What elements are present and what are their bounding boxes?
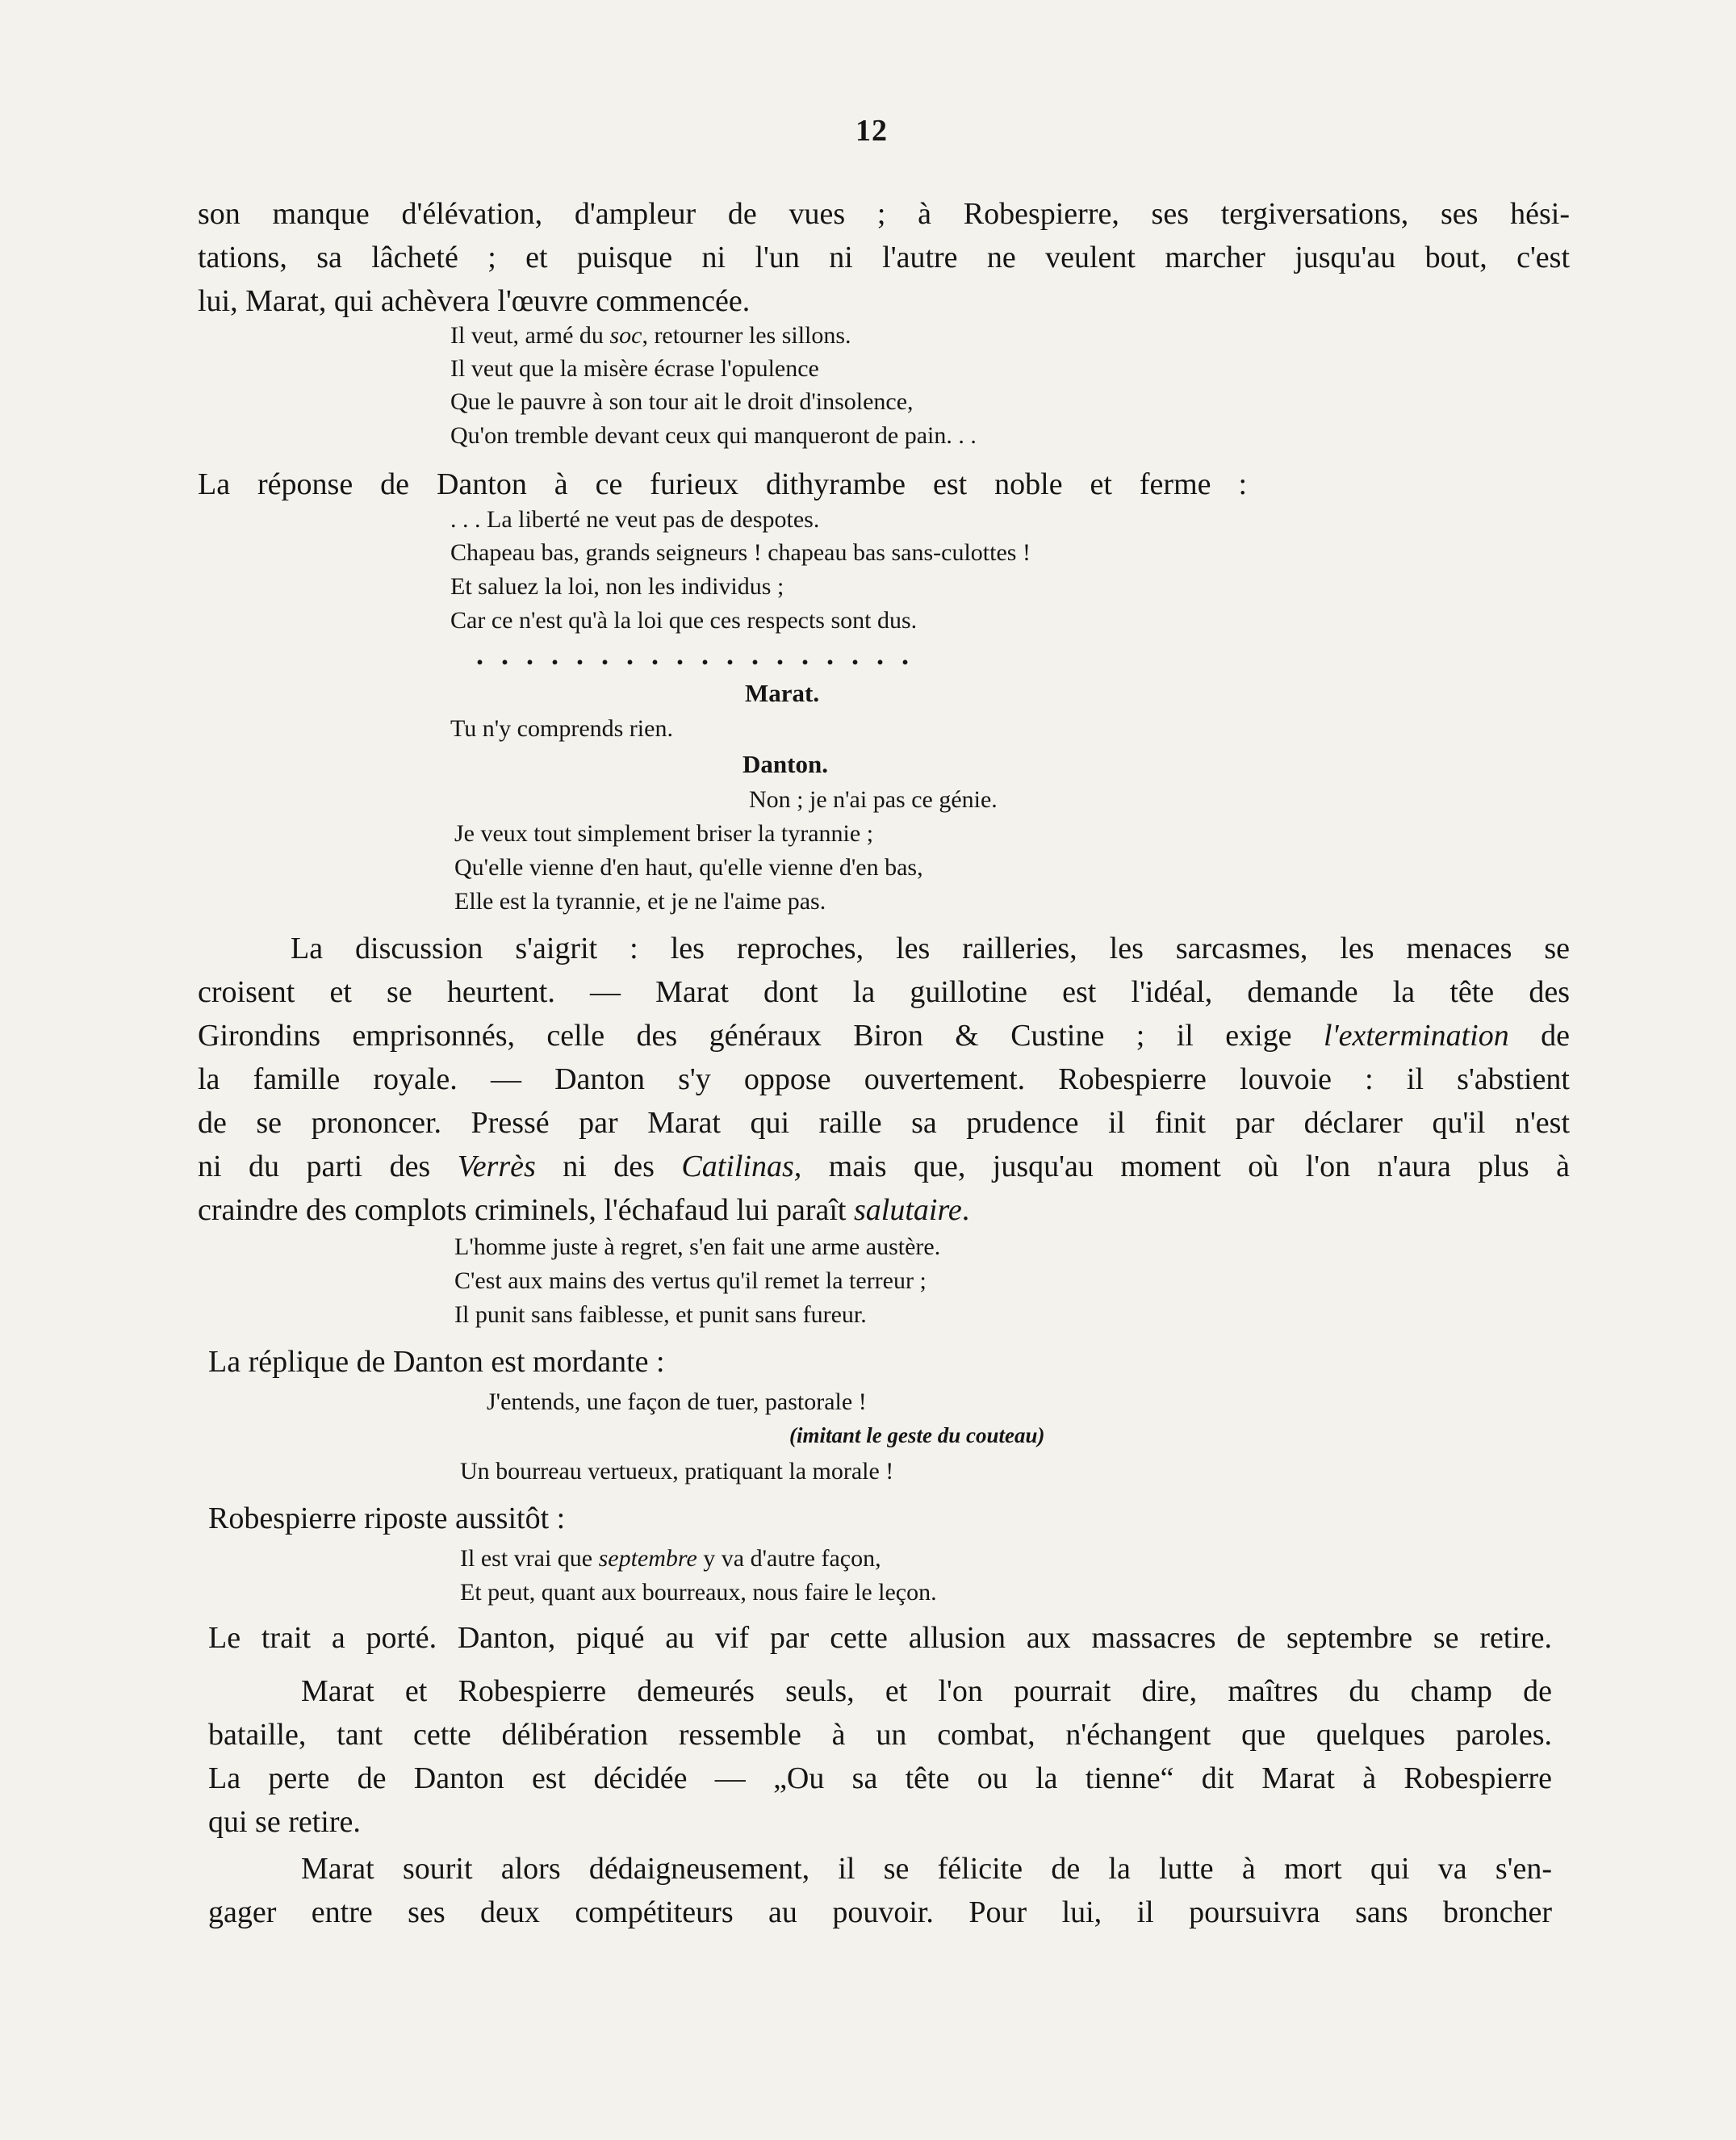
- text-run: ni du parti des: [198, 1150, 458, 1183]
- paragraph-line: [198, 1145, 1570, 1188]
- italic-run: l'extermination: [1323, 1019, 1509, 1053]
- verse-text: Il est vrai que: [460, 1545, 599, 1572]
- paragraph-line: [198, 1188, 1570, 1232]
- verse-line: Il veut que la misère écrase l'opulence: [450, 355, 819, 382]
- verse-line: Je veux tout simplement briser la tyrannie ;: [454, 820, 874, 847]
- paragraph-line: la famille royale. — Danton s'y oppose ouvertement. Robespierre louvoie : il s'abstient: [198, 1062, 1570, 1096]
- verse-line: Et peut, quant aux bourreaux, nous faire le leçon.: [460, 1579, 937, 1606]
- verse-line: Qu'on tremble devant ceux qui manqueront de pain. . .: [450, 422, 977, 449]
- paragraph-line: La perte de Danton est décidée — „Ou sa tête ou la tienne“ dit Marat à Robespierre: [208, 1761, 1552, 1795]
- paragraph-line: La réplique de Danton est mordante :: [208, 1345, 665, 1379]
- paragraph-line: [198, 1014, 1570, 1057]
- text-run: mais que, jusqu'au moment où l'on n'aura plus à: [801, 1150, 1570, 1183]
- paragraph-line: Marat sourit alors dédaigneusement, il se félicite de la lutte à mort qui va s'en-: [301, 1852, 1552, 1886]
- paragraph-line: Robespierre riposte aussitôt :: [208, 1501, 566, 1535]
- verse-line: Un bourreau vertueux, pratiquant la morale !: [460, 1458, 894, 1485]
- verse-text: Il veut, armé du: [450, 322, 610, 349]
- verse-line: J'entends, une façon de tuer, pastorale !: [487, 1388, 867, 1415]
- text-run: Girondins emprisonnés, celle des généraux Biron & Custine ; il exige: [198, 1019, 1324, 1053]
- ellipsis-row: ..................: [476, 639, 927, 671]
- verse-line: Chapeau bas, grands seigneurs ! chapeau bas sans-culottes !: [450, 539, 1031, 566]
- verse-text: , retourner les sillons.: [642, 322, 851, 349]
- speaker-marat: Marat.: [745, 679, 820, 707]
- verse-line: Non ; je n'ai pas ce génie.: [749, 786, 998, 813]
- verse-line: C'est aux mains des vertus qu'il remet la terreur ;: [454, 1267, 927, 1294]
- verse-line: Et saluez la loi, non les individus ;: [450, 573, 784, 600]
- paragraph-line: qui se retire.: [208, 1805, 361, 1839]
- verse-line: Car ce n'est qu'à la loi que ces respects sont dus.: [450, 607, 918, 634]
- italic-run: Catilinas,: [681, 1150, 802, 1183]
- paragraph-line: La réponse de Danton à ce furieux dithyrambe est noble et ferme :: [198, 467, 1247, 501]
- stage-direction: (imitant le geste du couteau): [789, 1423, 1045, 1447]
- verse-line: Tu n'y comprends rien.: [450, 715, 673, 742]
- text-run: ni des: [535, 1150, 682, 1183]
- text-run: craindre des complots criminels, l'échafaud lui paraît: [198, 1193, 854, 1227]
- verse-line: . . . La liberté ne veut pas de despotes.: [450, 506, 820, 533]
- italic-run: Verrès: [457, 1150, 536, 1183]
- page-number: 12: [855, 114, 888, 148]
- verse-line: Que le pauvre à son tour ait le droit d'insolence,: [450, 388, 914, 415]
- paragraph-line: bataille, tant cette délibération ressemble à un combat, n'échangent que quelques paroles.: [208, 1718, 1552, 1752]
- paragraph-line: gager entre ses deux compétiteurs au pouvoir. Pour lui, il poursuivra sans broncher: [208, 1895, 1552, 1929]
- paragraph-line: lui, Marat, qui achèvera l'œuvre commencée.: [198, 284, 751, 318]
- paragraph-line: La discussion s'aigrit : les reproches, les railleries, les sarcasmes, les menaces se: [291, 932, 1570, 965]
- speaker-danton: Danton.: [743, 750, 828, 778]
- paragraph-line: croisent et se heurtent. — Marat dont la guillotine est l'idéal, demande la tête des: [198, 975, 1570, 1009]
- verse-line: Il punit sans faiblesse, et punit sans fureur.: [454, 1301, 867, 1328]
- italic-run: salutaire: [854, 1193, 962, 1227]
- text-run: de: [1508, 1019, 1570, 1053]
- verse-line: L'homme juste à regret, s'en fait une arme austère.: [454, 1233, 941, 1260]
- paragraph-line: Le trait a porté. Danton, piqué au vif par cette allusion aux massacres de septembre se retire.: [208, 1621, 1552, 1655]
- verse-line: [460, 1542, 881, 1576]
- paragraph-line: Marat et Robespierre demeurés seuls, et l'on pourrait dire, maîtres du champ de: [301, 1674, 1552, 1708]
- paragraph-line: tations, sa lâcheté ; et puisque ni l'un ni l'autre ne veulent marcher jusqu'au bout, c'est: [198, 241, 1570, 274]
- verse-italic: septembre: [598, 1545, 697, 1572]
- verse-line: Qu'elle vienne d'en haut, qu'elle vienne d'en bas,: [454, 854, 923, 881]
- paragraph-line: de se prononcer. Pressé par Marat qui raille sa prudence il finit par déclarer qu'il n'est: [198, 1106, 1570, 1140]
- text-run: .: [961, 1193, 970, 1227]
- verse-text: y va d'autre façon,: [696, 1545, 881, 1572]
- paragraph-line: son manque d'élévation, d'ampleur de vues ; à Robespierre, ses tergiversations, ses hési-: [198, 197, 1570, 231]
- verse-line: Elle est la tyrannie, et je ne l'aime pas.: [454, 888, 826, 915]
- verse-italic: soc: [609, 322, 642, 349]
- verse-line: [450, 319, 851, 353]
